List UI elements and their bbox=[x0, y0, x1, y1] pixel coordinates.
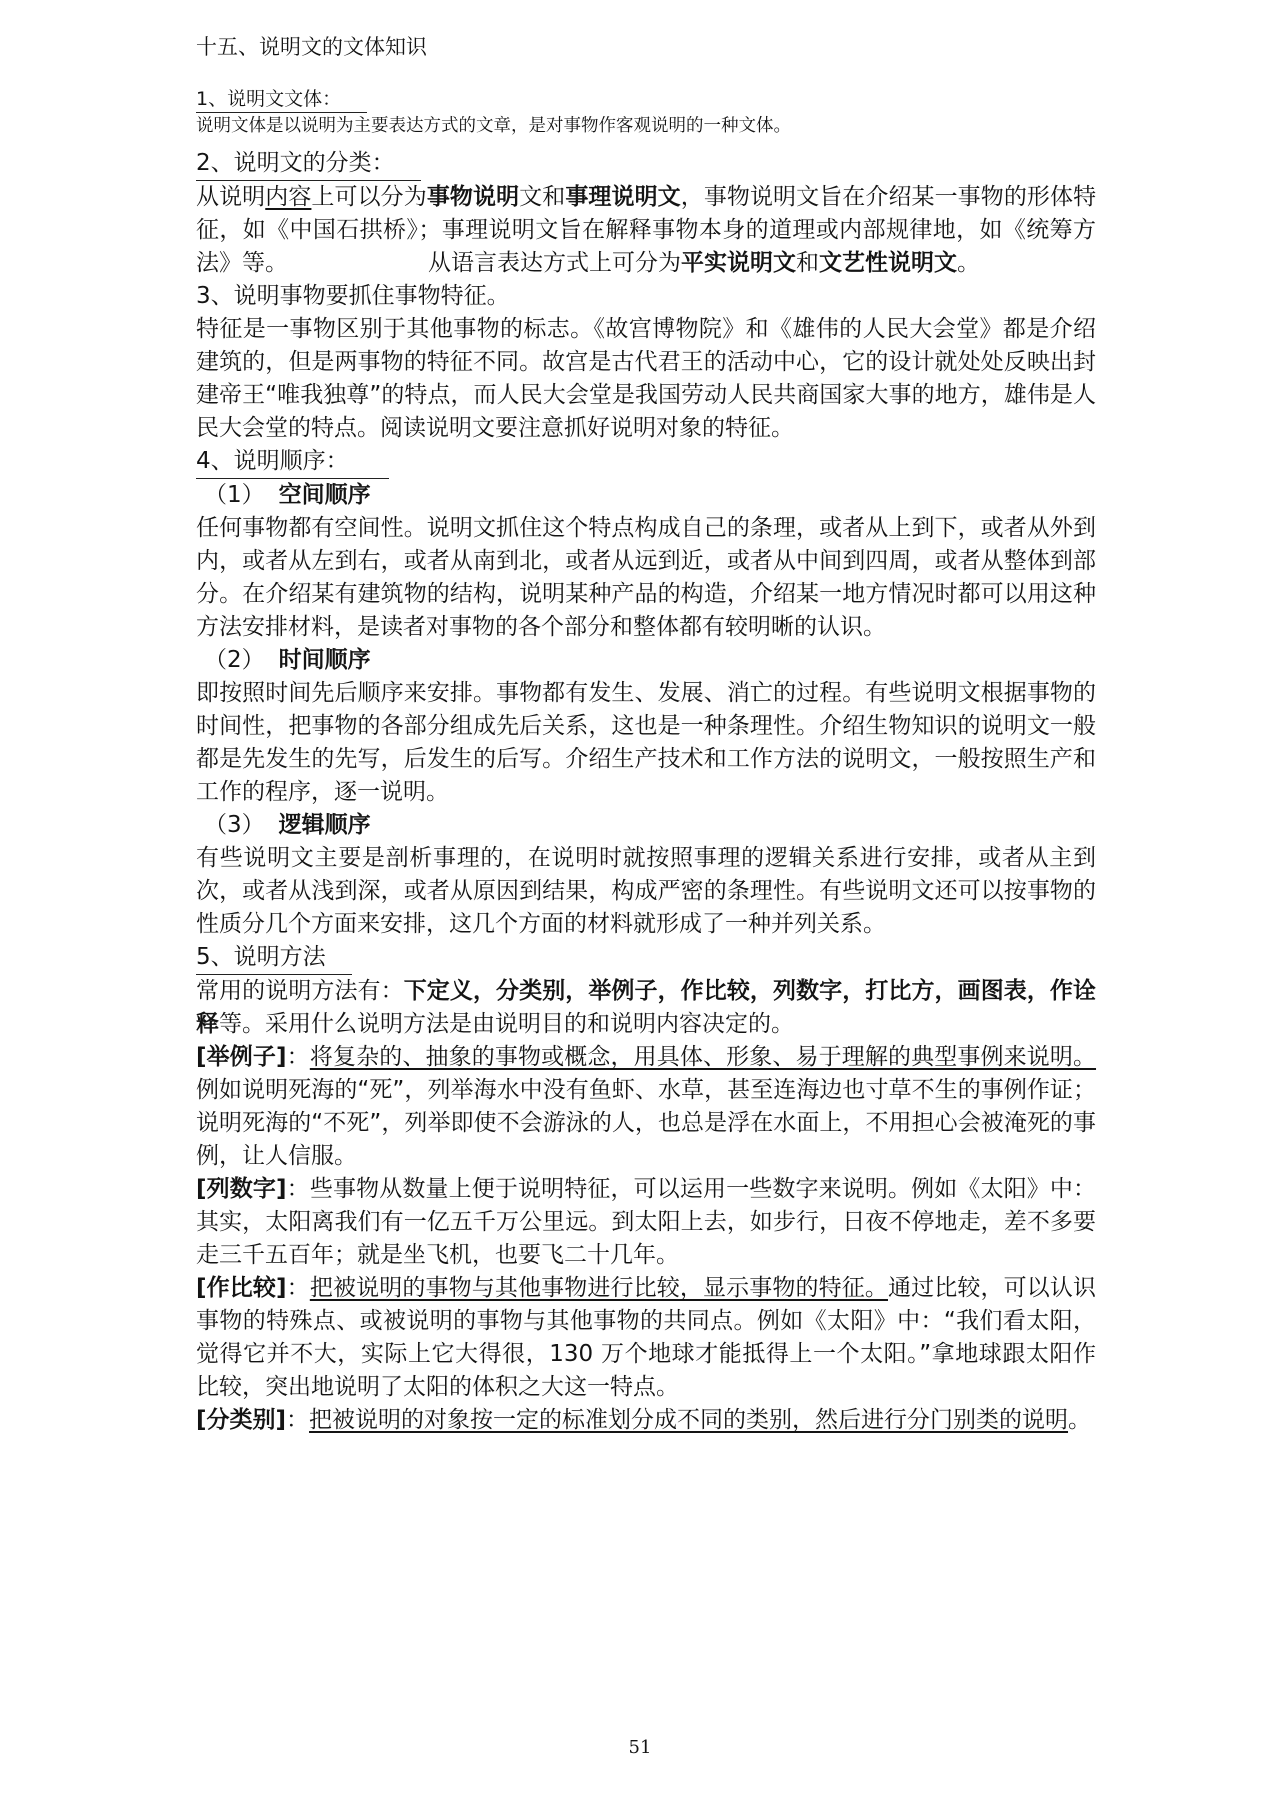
section-1-text: 说明文体是以说明为主要表达方式的文章，是对事物作客观说明的一种文体。 bbox=[196, 116, 791, 136]
order-2-paragraph: 即按照时间先后顺序来安排。事物都有发生、发展、消亡的过程。有些说明文根据事物的时间性，把事物的各部分组成先后关系，这也是一种条理性。介绍生物知识的说明文一般都是先发生的先写，后发生的后写。介绍生产技术和工作方法的说明文，一般按照生产和工作的程序，逐一说明。 bbox=[196, 680, 1096, 805]
section-3-heading: 3、说明事物要抓住事物特征。 bbox=[196, 283, 510, 309]
order-2-heading: （2） 时间顺序 bbox=[204, 647, 371, 673]
order-3-paragraph: 有些说明文主要是剖析事理的，在说明时就按照事理的逻辑关系进行安排，或者从主到次，或者从浅到深，或者从原因到结果，构成严密的条理性。有些说明文还可以按事物的性质分几个方面来安排，这几个方面的材料就形成了一种并列关系。 bbox=[196, 845, 1096, 937]
section-3-paragraph: 特征是一事物区别于其他事物的标志。《故宫博物院》和《雄伟的人民大会堂》都是介绍建筑的，但是两事物的特征不同。故宫是古代君王的活动中心，它的设计就处处反映出封建帝王“唯我独尊”的特点，而人民大会堂是我国劳动人民共商国家大事的地方，雄伟是人民大会堂的特点。阅读说明文要注意抓好说明对象的特征。 bbox=[196, 316, 1096, 441]
document-title: 十五、说明文的文体知识 bbox=[196, 35, 427, 59]
order-3-heading: （3） 逻辑顺序 bbox=[204, 812, 371, 838]
method-numbers: [列数字]：些事物从数量上便于说明特征，可以运用一些数字来说明。例如《太阳》中：其实，太阳离我们有一亿五千万公里远。到太阳上去，如步行，日夜不停地走，差不多要走三千五百年；就是坐飞机，也要飞二十几年。 bbox=[196, 1176, 1097, 1268]
method-comparison: [作比较]：把被说明的事物与其他事物进行比较，显示事物的特征。通过比较，可以认识事物的特殊点、或被说明的事物与其他事物的共同点。例如《太阳》中：“我们看太阳，觉得它并不大，实际上它大得很，130 万个地球才能抵得上一个太阳。”拿地球跟太阳作比较，突出地说明了太阳的体积之大这一特点。 bbox=[196, 1275, 1097, 1400]
section-2-paragraph: 从说明内容上可以分为事物说明文和事理说明文，事物说明文旨在介绍某一事物的形体特征，如《中国石拱桥》；事理说明文旨在解释事物本身的道理或内部规律地，如《统筹方法》等。 从语言表达方式上可分为平实说明文和文艺性说明文。 bbox=[196, 184, 1097, 276]
document-body bbox=[196, 30, 1096, 1437]
section-5-intro: 常用的说明方法有：下定义，分类别，举例子，作比较，列数字，打比方，画图表，作诠释等。采用什么说明方法是由说明目的和说明内容决定的。 bbox=[196, 978, 1097, 1037]
section-5-heading: 5、说明方法 bbox=[196, 941, 1096, 975]
section-4-heading: 4、说明顺序： bbox=[196, 445, 1096, 479]
method-example: [举例子]：将复杂的、抽象的事物或概念，用具体、形象、易于理解的典型事例来说明。例如说明死海的“死”，列举海水中没有鱼虾、水草，甚至连海边也寸草不生的事例作证；说明死海的“不死”，列举即使不会游泳的人，也总是浮在水面上，不用担心会被淹死的事例，让人信服。 bbox=[196, 1044, 1097, 1169]
section-2-heading: 2、说明文的分类： bbox=[196, 147, 1096, 181]
method-classification: [分类别]：把被说明的对象按一定的标准划分成不同的类别，然后进行分门别类的说明。 bbox=[196, 1407, 1092, 1433]
order-1-paragraph: 任何事物都有空间性。说明文抓住这个特点构成自己的条理，或者从上到下，或者从外到内，或者从左到右，或者从南到北，或者从远到近，或者从中间到四周，或者从整体到部分。在介绍某有建筑物的结构，说明某种产品的构造，介绍某一地方情况时都可以用这种方法安排材料，是读者对事物的各个部分和整体都有较明晰的认识。 bbox=[196, 515, 1096, 640]
order-1-heading: （1） 空间顺序 bbox=[204, 482, 371, 508]
page-number: 51 bbox=[628, 1737, 652, 1758]
section-1-heading: 1、说明文文体： bbox=[196, 86, 1096, 113]
